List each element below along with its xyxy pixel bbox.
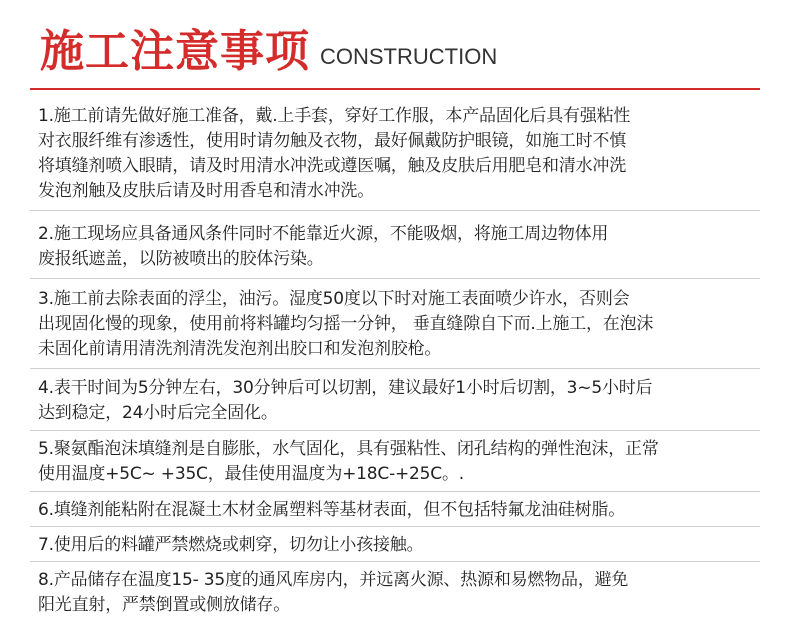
page-title: 施工注意事项 — [40, 26, 310, 77]
item-text: 5.聚氨酯泡沫填缝剂是自膨胀，水气固化，具有强粘性、闭孔结构的弹性泡沫，正常 使用温度+5C~ +35C，最佳使用温度为+18C-+25C。. — [38, 439, 659, 484]
item-text: 7.使用后的料罐严禁燃烧或刺穿，切勿让小孩接触。 — [38, 535, 424, 555]
item-text: 1.施工前请先做好施工准备，戴.上手套，穿好工作服，本产品固化后具有强粘性 对衣服纤维有渗透性，使用时请勿触及衣物，最好佩戴防护眼镜，如施工时不慎 将填缝剂喷入眼睛，请及时用清水冲洗或遵医嘱，触及皮肤后用肥皂和清水冲洗 发泡剂触及皮肤后请及时用香皂和清水冲洗。 — [38, 106, 631, 201]
item-text: 8.产品储存在温度15- 35度的通风库房内，并远离火源、热源和易燃物品，避免 阳光直射，严禁倒置或侧放储存。 — [38, 570, 629, 615]
item-text: 4.表干时间为5分钟左右，30分钟后可以切割，建议最好1小时后切割，3~5小时后 达到稳定，24小时后完全固化。 — [38, 378, 653, 423]
list-item — [30, 100, 760, 211]
list-item — [30, 218, 760, 279]
item-text: 3.施工前去除表面的浮尘，油污。湿度50度以下时对施工表面喷少许水，否则会 出现固化慢的现象，使用前将料罐均匀摇一分钟， 垂直缝隙自下而.上施工，在泡沫 未固化前请用清洗剂清洗发泡剂出胶口和发泡剂胶枪。 — [38, 289, 654, 359]
page-header — [40, 14, 497, 78]
item-text: 2.施工现场应具备通风条件同时不能靠近火源，不能吸烟，将施工周边物体用 废报纸遮盖，以防被喷出的胶体污染。 — [38, 224, 609, 269]
item-text: 6.填缝剂能粘附在混凝土木材金属塑料等基材表面，但不包括特氟龙油硅树脂。 — [38, 500, 626, 520]
list-item — [30, 494, 760, 527]
page-subtitle: CONSTRUCTION — [320, 44, 498, 69]
header-divider — [30, 88, 760, 90]
list-item — [30, 564, 760, 622]
list-item — [30, 283, 760, 369]
list-item — [30, 433, 760, 492]
list-item — [30, 372, 760, 431]
list-item — [30, 529, 760, 562]
